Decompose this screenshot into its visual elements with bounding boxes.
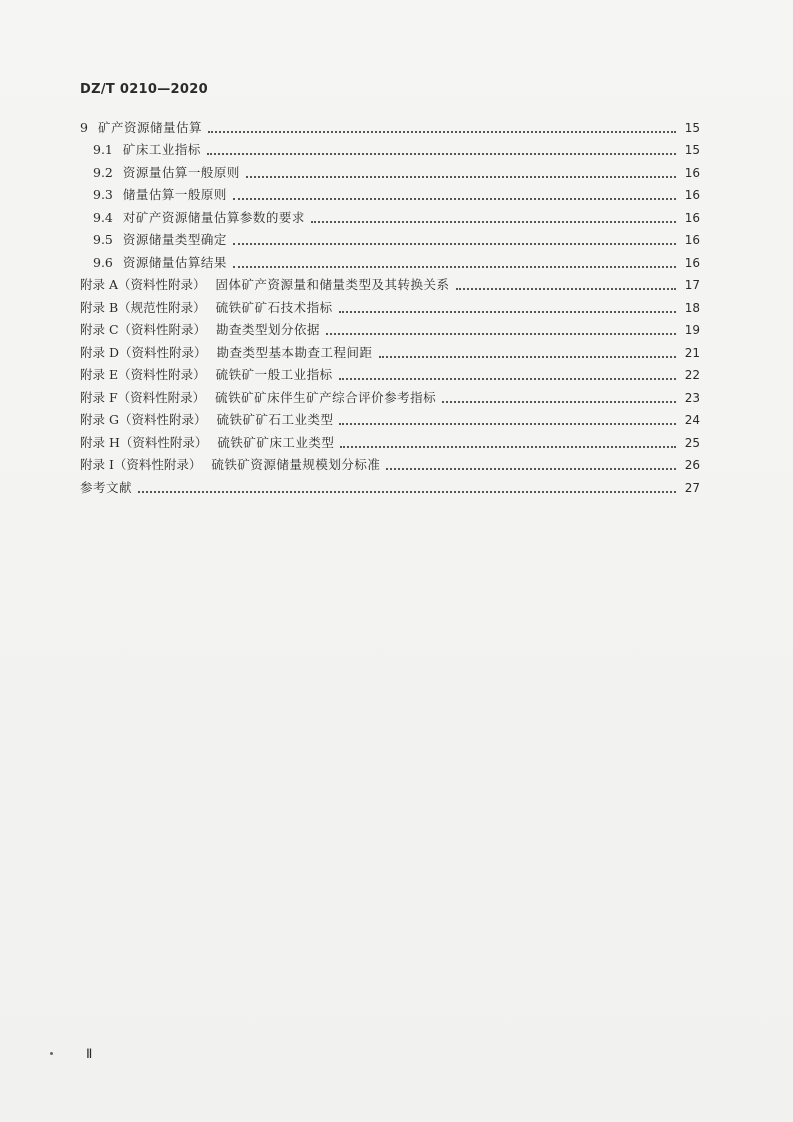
toc-leader-dots [311, 221, 676, 223]
toc-entry-title: 矿床工业指标 [122, 142, 201, 157]
toc-entry-page: 27 [684, 481, 700, 495]
toc-entry-number: 9.3 [93, 187, 113, 202]
toc-entry[interactable] [93, 226, 700, 248]
toc-entry-title: 硫铁矿矿石工业类型 [216, 412, 334, 427]
toc-entry[interactable] [93, 204, 700, 226]
toc-entry-title: 硫铁矿矿石技术指标 [215, 300, 333, 315]
toc-entry-title: 储量估算一般原则 [122, 187, 227, 202]
toc-entry-page: 16 [684, 166, 700, 180]
toc-entry[interactable] [80, 361, 700, 383]
toc-entry[interactable] [80, 114, 700, 136]
toc-leader-dots [233, 266, 676, 268]
toc-entry-number: 附录 A（资料性附录） [80, 277, 206, 292]
toc-leader-dots [456, 288, 676, 290]
toc-entry[interactable] [80, 316, 700, 338]
toc-leader-dots [246, 176, 676, 178]
toc-entry-title: 勘查类型基本勘查工程间距 [216, 345, 373, 360]
toc-entry-title: 硫铁矿矿床工业类型 [217, 435, 335, 450]
toc-leader-dots [233, 243, 676, 245]
toc-entry[interactable] [80, 451, 700, 473]
toc-entry-title: 勘查类型划分依据 [216, 322, 321, 337]
toc-entry-title: 参考文献 [80, 480, 133, 495]
standard-code: DZ/T 0210—2020 [80, 82, 208, 97]
toc-entry-title: 对矿产资源储量估算参数的要求 [122, 210, 305, 225]
toc-leader-dots [339, 378, 676, 380]
toc-entry-number: 9 [80, 120, 88, 135]
toc-entry-title: 硫铁矿资源储量规模划分标准 [211, 457, 381, 472]
toc-entry[interactable] [93, 136, 700, 158]
toc-entry-page: 17 [684, 278, 700, 292]
toc-entry-number: 附录 H（资料性附录） [80, 435, 208, 450]
toc-entry-number: 附录 G（资料性附录） [80, 412, 207, 427]
toc-entry-page: 21 [684, 346, 700, 360]
toc-entry[interactable] [80, 271, 700, 293]
toc-entry-page: 16 [684, 211, 700, 225]
toc-entry-page: 15 [684, 121, 700, 135]
toc-entry-title: 资源储量类型确定 [122, 232, 227, 247]
toc-entry[interactable] [80, 384, 700, 406]
toc-entry-page: 16 [684, 188, 700, 202]
toc-leader-dots [326, 333, 676, 335]
toc-entry-number: 9.6 [93, 255, 113, 270]
toc-entry[interactable] [93, 181, 700, 203]
toc-leader-dots [208, 131, 676, 133]
toc-entry-number: 附录 C（资料性附录） [80, 322, 207, 337]
toc-entry-number: 9.4 [93, 210, 113, 225]
toc-entry[interactable] [80, 406, 700, 428]
toc-entry-number: 9.2 [93, 165, 113, 180]
toc-entry-number: 附录 I（资料性附录） [80, 457, 202, 472]
toc-leader-dots [339, 311, 676, 313]
toc-entry[interactable] [80, 429, 700, 451]
toc-entry[interactable] [80, 339, 700, 361]
page-number: Ⅱ [86, 1046, 93, 1061]
toc-entry-title: 资源储量估算结果 [122, 255, 227, 270]
toc-leader-dots [339, 423, 676, 425]
toc-leader-dots [207, 153, 676, 155]
toc-entry-number: 附录 E（资料性附录） [80, 367, 206, 382]
toc-entry-page: 18 [684, 301, 700, 315]
toc-entry-number: 附录 D（资料性附录） [80, 345, 207, 360]
toc-entry-page: 16 [684, 233, 700, 247]
scan-speck [50, 1052, 53, 1055]
toc-leader-dots [386, 468, 676, 470]
toc-leader-dots [442, 401, 676, 403]
toc-entry-page: 25 [684, 436, 700, 450]
toc-entry[interactable] [80, 294, 700, 316]
toc-entry[interactable] [93, 249, 700, 271]
toc-entry[interactable] [93, 159, 700, 181]
toc-entry-page: 22 [684, 368, 700, 382]
toc-leader-dots [138, 491, 676, 493]
toc-entry-page: 15 [684, 143, 700, 157]
toc-entry-title: 矿产资源储量估算 [97, 120, 202, 135]
toc-entry-title: 固体矿产资源量和储量类型及其转换关系 [215, 277, 450, 292]
toc-leader-dots [340, 446, 676, 448]
toc-entry-number: 附录 F（资料性附录） [80, 390, 206, 405]
toc-leader-dots [233, 198, 676, 200]
toc-entry-title: 硫铁矿矿床伴生矿产综合评价参考指标 [215, 390, 437, 405]
toc-entry-page: 16 [684, 256, 700, 270]
toc-entry-page: 23 [684, 391, 700, 405]
toc-entry-page: 24 [684, 413, 700, 427]
toc-entry[interactable] [80, 474, 700, 496]
toc-entry-number: 9.5 [93, 232, 113, 247]
toc-entry-title: 资源量估算一般原则 [122, 165, 240, 180]
toc-entry-number: 9.1 [93, 142, 113, 157]
toc-entry-number: 附录 B（规范性附录） [80, 300, 206, 315]
toc-entry-page: 26 [684, 458, 700, 472]
toc-leader-dots [379, 356, 676, 358]
toc-entry-title: 硫铁矿一般工业指标 [215, 367, 333, 382]
toc-entry-page: 19 [684, 323, 700, 337]
